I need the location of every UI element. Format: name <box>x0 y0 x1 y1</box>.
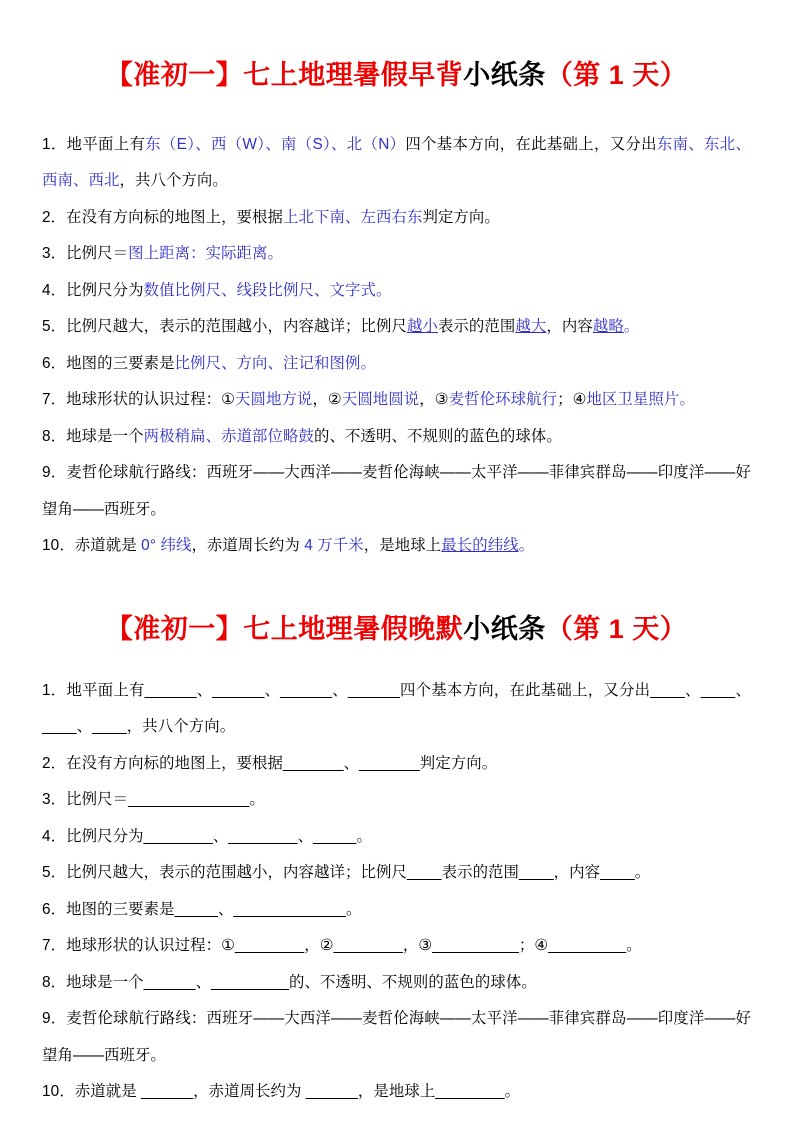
seg-blue: 。 <box>360 354 376 372</box>
morning-item-1 <box>42 127 751 200</box>
morning-content <box>0 111 793 565</box>
evening-item-7 <box>42 928 751 965</box>
seg: 比例尺越大，表示的范围越小，内容越详；比例尺 <box>66 318 407 336</box>
evening-item-8 <box>42 965 751 1002</box>
seg-blue-underline: 越大 <box>515 318 547 336</box>
item-number: 2． <box>42 754 67 772</box>
seg: 地图的三要素是 <box>66 354 175 372</box>
morning-title-red-1: 【准初一】七上地理暑假早背 <box>105 60 464 91</box>
morning-title-red-2: （第 1 天） <box>545 60 688 91</box>
item-number: 1． <box>42 681 67 699</box>
item-text: 地图的三要素是_____、_____________。 <box>66 900 362 918</box>
item-number: 6． <box>42 900 67 918</box>
seg: 地球形状的认识过程：① <box>66 391 235 409</box>
evening-title-red-1: 【准初一】七上地理暑假晚默 <box>105 613 464 644</box>
item-number: 5． <box>42 318 67 336</box>
evening-item-5 <box>42 855 751 892</box>
seg: ；④ <box>557 391 587 409</box>
item-text: 地球形状的认识过程：①________，②________，③__________；④_________。 <box>66 937 642 955</box>
morning-title <box>0 18 793 93</box>
seg-blue: 地区卫星照片。 <box>586 391 695 409</box>
evening-item-10 <box>42 1074 751 1111</box>
item-number: 7． <box>42 391 67 409</box>
morning-item-9 <box>42 455 751 528</box>
seg: 赤道就是 <box>74 537 137 555</box>
seg: ，② <box>312 391 342 409</box>
item-number: 8． <box>42 427 67 445</box>
item-number: 1． <box>42 135 67 153</box>
seg: ，赤道周长约为 <box>191 537 300 555</box>
seg-blue: 。 <box>518 537 535 555</box>
item-text: 地球是一个______、_________的、不透明、不规则的蓝色的球体。 <box>66 973 537 991</box>
item-number: 2． <box>42 208 67 226</box>
evening-item-2 <box>42 746 751 783</box>
morning-item-2 <box>42 200 751 237</box>
item-number: 4． <box>42 827 67 845</box>
seg: 比例尺＝ <box>66 245 129 263</box>
seg-blue: 上北下南、左西右东 <box>283 208 423 226</box>
item-text: 比例尺＝______________。 <box>66 791 265 809</box>
seg: 表示的范围 <box>437 318 516 336</box>
seg-blue-underline: 越略 <box>592 318 624 336</box>
evening-content <box>0 665 793 1111</box>
item-number: 7． <box>42 937 67 955</box>
morning-item-7 <box>42 382 751 419</box>
seg-blue: 东（E）、西（W）、南（S）、北（N） <box>145 135 406 153</box>
morning-item-8 <box>42 419 751 456</box>
seg: ，共八个方向。 <box>119 172 228 190</box>
morning-item-4 <box>42 273 751 310</box>
item-text: 比例尺分为________、________、_____。 <box>66 827 372 845</box>
item-number: 6． <box>42 354 67 372</box>
seg-blue-underline: 最长的纬线 <box>441 537 519 555</box>
item-number: 4． <box>42 281 67 299</box>
evening-title-black: 小纸条 <box>463 613 546 644</box>
seg: 地球是一个 <box>66 427 144 445</box>
seg-blue: 比例尺、方向、注记和图例 <box>174 354 361 372</box>
seg: 在没有方向标的地图上，要根据 <box>66 208 284 226</box>
seg-blue: 。 <box>267 245 284 263</box>
seg: ，是地球上 <box>363 537 442 555</box>
item-text: 比例尺越大，表示的范围越小，内容越详；比例尺____表示的范围____，内容____。 <box>66 864 651 882</box>
seg-blue: 4 万千米 <box>299 537 364 555</box>
seg-blue: 。 <box>376 281 392 299</box>
seg-blue: 0° 纬线 <box>136 537 192 555</box>
item-number: 3． <box>42 791 67 809</box>
seg: 判定方向。 <box>422 208 500 226</box>
item-number: 5． <box>42 864 67 882</box>
evening-item-1 <box>42 673 751 746</box>
item-number: 10． <box>42 1083 75 1101</box>
document-page <box>0 18 793 1140</box>
item-number: 3． <box>42 245 67 263</box>
item-text: 赤道就是 ______，赤道周长约为 ______，是地球上________。 <box>74 1083 521 1101</box>
seg: 麦哲伦球航行路线：西班牙——大西洋——麦哲伦海峡——太平洋——菲律宾群岛——印度洋——好望角——西班牙。 <box>42 464 751 518</box>
seg-blue: 。 <box>623 318 640 336</box>
seg-blue: 两极稍扁、赤道部位略鼓 <box>143 427 315 445</box>
seg-blue: 天圆地圆说 <box>341 391 420 409</box>
evening-item-4 <box>42 819 751 856</box>
morning-item-3 <box>42 236 751 273</box>
evening-item-9 <box>42 1001 751 1074</box>
morning-title-black: 小纸条 <box>463 60 546 91</box>
seg: ，③ <box>419 391 449 409</box>
item-text: 麦哲伦球航行路线：西班牙——大西洋——麦哲伦海峡——太平洋——菲律宾群岛——印度洋——好望角——西班牙。 <box>42 1010 751 1064</box>
item-number: 9． <box>42 464 67 482</box>
seg: 四个基本方向，在此基础上，又分出 <box>405 135 657 153</box>
evening-item-6 <box>42 892 751 929</box>
evening-title-red-2: （第 1 天） <box>545 613 688 644</box>
morning-item-5 <box>42 309 751 346</box>
seg-blue: 图上距离：实际距离 <box>128 245 268 263</box>
morning-item-10 <box>42 528 751 565</box>
item-text: 地平面上有______、______、______、______四个基本方向，在此基础上，又分出____、____、____、____，共八个方向。 <box>42 681 751 736</box>
evening-item-3 <box>42 782 751 819</box>
seg-blue: 麦哲伦环球航行 <box>448 391 558 409</box>
seg-blue: 天圆地方说 <box>234 391 313 409</box>
seg: ，内容 <box>546 318 593 336</box>
seg-blue-underline: 越小 <box>406 318 438 336</box>
seg-blue: 数值比例尺、线段比例尺、文字式 <box>143 281 376 299</box>
item-number: 8． <box>42 973 67 991</box>
seg: 比例尺分为 <box>66 281 144 299</box>
evening-title <box>0 583 793 647</box>
item-number: 10． <box>42 537 75 555</box>
seg: 地平面上有 <box>66 135 146 153</box>
seg-blue: 东南、东北、西南、西北 <box>42 135 751 190</box>
morning-item-6 <box>42 346 751 383</box>
item-number: 9． <box>42 1010 67 1028</box>
item-text: 在没有方向标的地图上，要根据_______、_______判定方向。 <box>66 754 498 772</box>
seg: 的、不透明、不规则的蓝色的球体。 <box>314 427 562 445</box>
